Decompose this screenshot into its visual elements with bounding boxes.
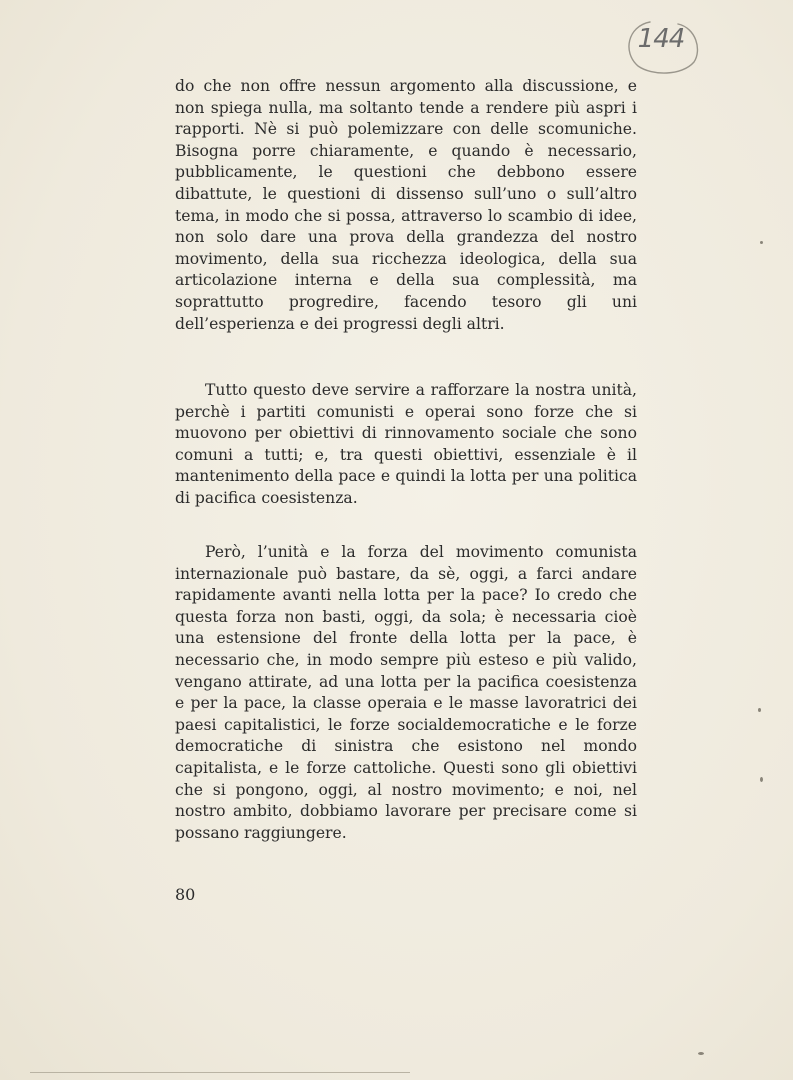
paragraph-1-text: do che non offre nessun argomento alla discussione, e non spiega nulla, ma soltanto tende a rendere più aspri i rapporti. Nè si può polemizzare con delle scomuniche. Bisogna porre chiaramente, e quando è necessario, pubblicamente, le questioni che debbono essere dibattute, le questioni di dissenso sull’uno o sull’altro tema, in modo che si possa, attraverso lo scambio di idee, non solo dare una prova della grandezza del nostro movimento, della sua ricchezza ideologica, della sua articolazione interna e della sua complessità, ma soprattutto progredire, facendo tesoro gli uni dell’esperienza e dei progressi degli altri.: [175, 77, 637, 333]
paragraph-3-text: Però, l’unità e la forza del movimento comunista internazionale può bastare, da sè, oggi, a farci andare rapidamente avanti nella lotta per la pace? Io credo che questa forza non basti, oggi, da sola; è necessaria cioè una estensione del fronte della lotta per la pace, è necessario che, in modo sempre più esteso e più valido, vengano attirate, ad una lotta per la pacifica coesistenza e per la pace, la classe operaia e le masse lavoratrici dei paesi capitalistici, le forze socialdemocratiche e le forze democratiche di sinistra che esistono nel mondo capitalista, e le forze cattoliche. Questi sono gli obiettivi che si pongono, oggi, al nostro movimento; e noi, nel nostro ambito, dobbiamo lavorare per precisare come si possano raggiungere.: [175, 543, 637, 842]
paper-speck: [760, 777, 763, 782]
paragraph-3: [175, 542, 637, 844]
handwritten-page-number: 144: [637, 24, 685, 54]
paragraph-2-text: Tutto questo deve servire a rafforzare la nostra unità, perchè i partiti comunisti e operai sono forze che si muovono per obiettivi di rinnovamento sociale che sono comuni a tutti; e, tra questi obiettivi, essenziale è il mantenimento della pace e quindi la lotta per una politica di pacifica coesistenza.: [175, 381, 637, 507]
paragraph-1: [175, 76, 637, 335]
paper-speck: [758, 708, 761, 712]
page-number: 80: [175, 885, 196, 904]
paper-speck: [698, 1052, 704, 1055]
paper-speck: [760, 241, 763, 244]
scan-edge-line: [30, 1072, 410, 1073]
paragraph-2: [175, 380, 637, 510]
